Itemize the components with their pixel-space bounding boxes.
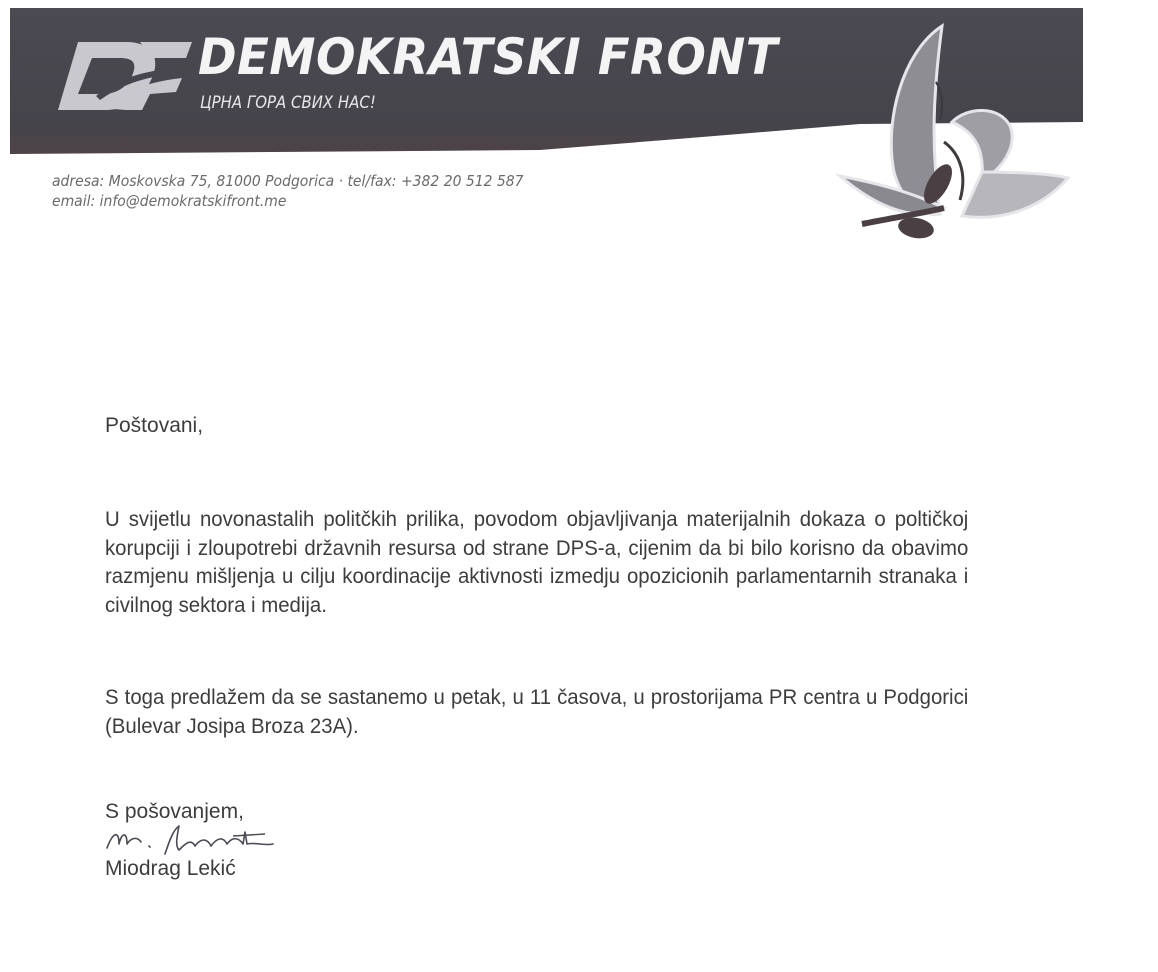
address-line: adresa: Moskovska 75, 81000 Podgorica · tel/fax: +382 20 512 587 [52,172,524,190]
dove-with-olive-branch-icon [832,22,1082,244]
contact-info [52,171,524,211]
email-line: email: info@demokratskifront.me [52,192,287,210]
signer-name: Miodrag Lekić [105,857,236,880]
organization-slogan: ЦРНА ГОРА СВИХ НАС! [200,93,376,113]
paragraph-2: S toga predlažem da se sastanemo u petak, u 11 časova, u prostorijama PR centra u Podgorici (Bulevar Josipa Broza 23A). [105,686,969,738]
paragraph-1: U svijetlu novonastalih politčkih prilika, povodom objavljivanja materijalnih dokaza o poltičkoj korupciji i zloupotrebi državnih resursa od strane DPS-a, cijenim da bi bilo korisno da obavimo razmjenu mišljenja u cilju koordinacije aktivnosti izmedju opozicionih parlamentarnih stranaka i civilnog sektora i medija. [105,508,969,617]
handwritten-signature-icon [105,822,285,860]
letterhead [0,0,1158,250]
closing: S pošovanjem, [105,800,244,823]
organization-name: DEMOKRATSKI FRONT [198,28,778,86]
df-monogram-logo-icon [56,38,194,114]
salutation: Poštovani, [105,414,204,437]
